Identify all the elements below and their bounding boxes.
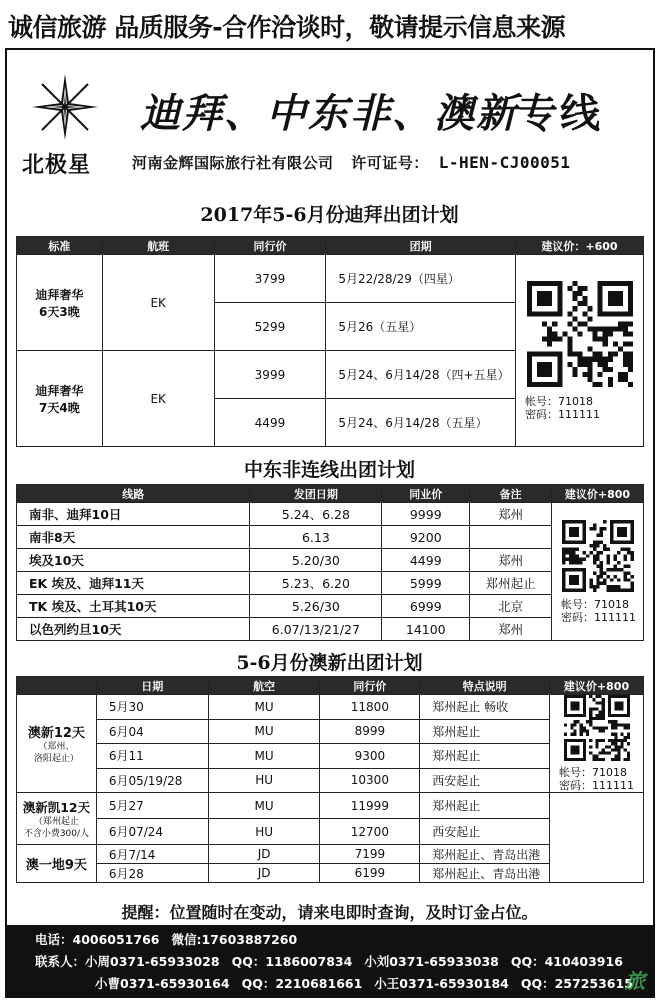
table-row xyxy=(17,695,644,720)
price-cell: 6999 xyxy=(382,595,470,618)
table-row xyxy=(17,845,644,864)
product-name: 澳一地9天 xyxy=(17,845,97,883)
aus-table xyxy=(16,676,644,883)
reminder-text: 提醒：位置随时在变动，请来电即时查询，及时订金占位。 xyxy=(121,903,538,922)
price-cell: 9300 xyxy=(320,744,420,769)
main-title-suffix: 专线 xyxy=(518,91,602,137)
dubai-header: 团期 xyxy=(326,237,516,255)
airline-cell: MU xyxy=(208,744,320,769)
table-row xyxy=(17,618,644,641)
table-row xyxy=(17,768,644,793)
note-cell: 郑州起止 xyxy=(470,572,552,595)
price-cell: 11999 xyxy=(320,793,420,819)
aus-section-title: 5-6月份澳新出团计划 xyxy=(236,652,423,674)
account-text: 帐号：71018 xyxy=(561,597,630,611)
product-sub: （郑州起止 不含小费300/人 xyxy=(23,816,90,839)
dubai-section-title: 2017年5-6月份迪拜出团计划 xyxy=(200,204,459,226)
dubai-header: 建议价：+600 xyxy=(516,237,644,255)
table-row xyxy=(17,255,644,303)
aus-header: 航空 xyxy=(208,677,320,695)
company-line xyxy=(132,152,571,173)
mideast-section-title: 中东非连线出团计划 xyxy=(243,459,415,481)
product-name: 迪拜奢华 6天3晚 xyxy=(17,255,103,351)
date-cell: 5月27 xyxy=(96,793,208,819)
aus-header xyxy=(17,677,97,695)
date-cell: 5.26/30 xyxy=(250,595,382,618)
banner-text: 诚信旅游 品质服务-合作洽谈时，敬请提示信息来源 xyxy=(8,13,566,42)
date-cell: 5月26（五星） xyxy=(326,303,516,351)
password-text: 密码：111111 xyxy=(525,407,601,421)
contact-row xyxy=(35,930,309,948)
route-cell: EK 埃及、迪拜11天 xyxy=(17,572,250,595)
note-cell: 郑州起止 xyxy=(420,719,550,744)
table-row xyxy=(17,595,644,618)
price-cell: 6199 xyxy=(320,864,420,883)
table-row xyxy=(17,719,644,744)
flight-code: EK xyxy=(102,255,214,351)
price-cell: 8999 xyxy=(320,719,420,744)
qr-code-icon xyxy=(562,520,634,592)
note-cell: 郑州起止、青岛出港 xyxy=(420,864,550,883)
phone-text: 电话：4006051766 xyxy=(35,932,160,947)
date-cell: 6.07/13/21/27 xyxy=(250,618,382,641)
note-cell: 北京 xyxy=(470,595,552,618)
license-label: 许可证号： xyxy=(351,154,429,172)
dubai-table xyxy=(16,236,644,447)
price-cell: 4499 xyxy=(382,549,470,572)
mideast-header: 同业价 xyxy=(382,485,470,503)
aus-header: 日期 xyxy=(96,677,208,695)
route-cell: 南非8天 xyxy=(17,526,250,549)
date-cell: 5.20/30 xyxy=(250,549,382,572)
date-cell: 5.24、6.28 xyxy=(250,503,382,526)
product-cell xyxy=(17,695,97,793)
mideast-table xyxy=(16,484,644,641)
contact-person: 小曹0371-65930164 xyxy=(95,976,230,991)
route-cell: 埃及10天 xyxy=(17,549,250,572)
qr-cell xyxy=(552,503,644,641)
date-cell: 5月24、6月14/28（五星） xyxy=(326,399,516,447)
main-title xyxy=(140,82,602,139)
account-text: 帐号：71018 xyxy=(559,766,628,779)
mideast-header: 备注 xyxy=(470,485,552,503)
note-cell: 郑州 xyxy=(470,618,552,641)
product-name: 澳新12天 xyxy=(27,726,85,741)
dubai-header: 同行价 xyxy=(214,237,326,255)
date-cell: 6月07/24 xyxy=(96,819,208,845)
date-cell: 5月24、6月14/28（四+五星） xyxy=(326,351,516,399)
price-cell: 3799 xyxy=(214,255,326,303)
price-cell: 11800 xyxy=(320,695,420,720)
airline-cell: MU xyxy=(208,719,320,744)
main-title-block xyxy=(120,72,640,137)
note-cell: 郑州起止 xyxy=(420,793,550,819)
qr-cell xyxy=(550,695,644,793)
qq-text: QQ：1186007834 xyxy=(231,954,353,969)
qq-text: QQ：410403916 xyxy=(510,954,623,969)
note-cell: 郑州起止 xyxy=(420,744,550,769)
contact-person: 联系人：小周0371-65933028 xyxy=(35,954,220,969)
qr-code-icon xyxy=(564,695,630,761)
note-cell: 郑州 xyxy=(470,549,552,572)
airline-cell: JD xyxy=(208,845,320,864)
note-cell: 西安起止 xyxy=(420,768,550,793)
note-cell: 郑州 xyxy=(470,503,552,526)
airline-cell: HU xyxy=(208,819,320,845)
date-cell: 6月28 xyxy=(96,864,208,883)
account-text: 帐号：71018 xyxy=(525,394,594,408)
airline-cell: HU xyxy=(208,768,320,793)
note-cell: 郑州起止、青岛出港 xyxy=(420,845,550,864)
date-cell: 6.13 xyxy=(250,526,382,549)
price-cell: 5299 xyxy=(214,303,326,351)
table-row xyxy=(17,744,644,769)
date-cell: 6月04 xyxy=(96,719,208,744)
price-cell: 4499 xyxy=(214,399,326,447)
aus-header-row xyxy=(17,677,644,695)
date-cell: 5月30 xyxy=(96,695,208,720)
qr-cell xyxy=(516,255,644,447)
license-number: L-HEN-CJ00051 xyxy=(438,153,571,172)
wechat-text: 微信:17603887260 xyxy=(171,932,298,947)
table-row xyxy=(17,819,644,845)
airline-cell: JD xyxy=(208,864,320,883)
route-cell: 以色列约旦10天 xyxy=(17,618,250,641)
price-cell: 10300 xyxy=(320,768,420,793)
price-cell: 7199 xyxy=(320,845,420,864)
table-row xyxy=(17,503,644,526)
table-row xyxy=(17,864,644,883)
contact-bar xyxy=(7,925,653,998)
contact-row xyxy=(95,974,645,992)
price-cell: 5999 xyxy=(382,572,470,595)
main-title-text: 迪拜、中东非、澳新 xyxy=(140,91,518,137)
dubai-header-row xyxy=(17,237,644,255)
empty-cell xyxy=(550,793,644,883)
password-text: 密码：111111 xyxy=(559,779,635,792)
price-cell: 14100 xyxy=(382,618,470,641)
brand-name: 北极星 xyxy=(22,153,92,178)
qq-text: QQ：257253615 xyxy=(520,976,633,991)
note-cell xyxy=(470,526,552,549)
table-row xyxy=(17,549,644,572)
date-cell: 6月11 xyxy=(96,744,208,769)
contact-person: 小王0371-65930184 xyxy=(374,976,509,991)
date-cell: 6月7/14 xyxy=(96,845,208,864)
top-banner xyxy=(0,0,659,48)
mideast-header-row xyxy=(17,485,644,503)
dubai-header: 标准 xyxy=(17,237,103,255)
price-cell: 9200 xyxy=(382,526,470,549)
route-cell: TK 埃及、土耳其10天 xyxy=(17,595,250,618)
flight-code: EK xyxy=(102,351,214,447)
aus-header: 同行价 xyxy=(320,677,420,695)
company-name: 河南金辉国际旅行社有限公司 xyxy=(132,154,334,172)
product-sub: （郑州、 洛阳起止） xyxy=(33,742,79,764)
product-cell xyxy=(17,793,97,845)
qq-text: QQ：2210681661 xyxy=(241,976,363,991)
aus-header: 建议价+800 xyxy=(550,677,644,695)
mideast-header: 建议价+800 xyxy=(552,485,644,503)
contact-row xyxy=(35,952,635,970)
mideast-header: 线路 xyxy=(17,485,250,503)
route-cell: 南非、迪拜10日 xyxy=(17,503,250,526)
product-name: 澳新凯12天 xyxy=(22,799,91,815)
qr-code-icon xyxy=(527,281,633,387)
aus-header: 特点说明 xyxy=(420,677,550,695)
contact-person: 小刘0371-65933038 xyxy=(364,954,499,969)
date-cell: 5.23、6.20 xyxy=(250,572,382,595)
mideast-header: 发团日期 xyxy=(250,485,382,503)
date-cell: 6月05/19/28 xyxy=(96,768,208,793)
price-cell: 3999 xyxy=(214,351,326,399)
price-cell: 12700 xyxy=(320,819,420,845)
price-cell: 9999 xyxy=(382,503,470,526)
date-cell: 5月22/28/29（四星） xyxy=(326,255,516,303)
table-row xyxy=(17,793,644,819)
dubai-header: 航班 xyxy=(102,237,214,255)
watermark-logo: 旅 xyxy=(625,969,645,993)
note-cell: 西安起止 xyxy=(420,819,550,845)
table-row xyxy=(17,572,644,595)
north-star-logo-icon xyxy=(30,72,100,142)
note-cell: 郑州起止 畅收 xyxy=(420,695,550,720)
password-text: 密码：111111 xyxy=(561,610,637,624)
airline-cell: MU xyxy=(208,793,320,819)
table-row xyxy=(17,526,644,549)
product-name: 迪拜奢华 7天4晚 xyxy=(17,351,103,447)
airline-cell: MU xyxy=(208,695,320,720)
